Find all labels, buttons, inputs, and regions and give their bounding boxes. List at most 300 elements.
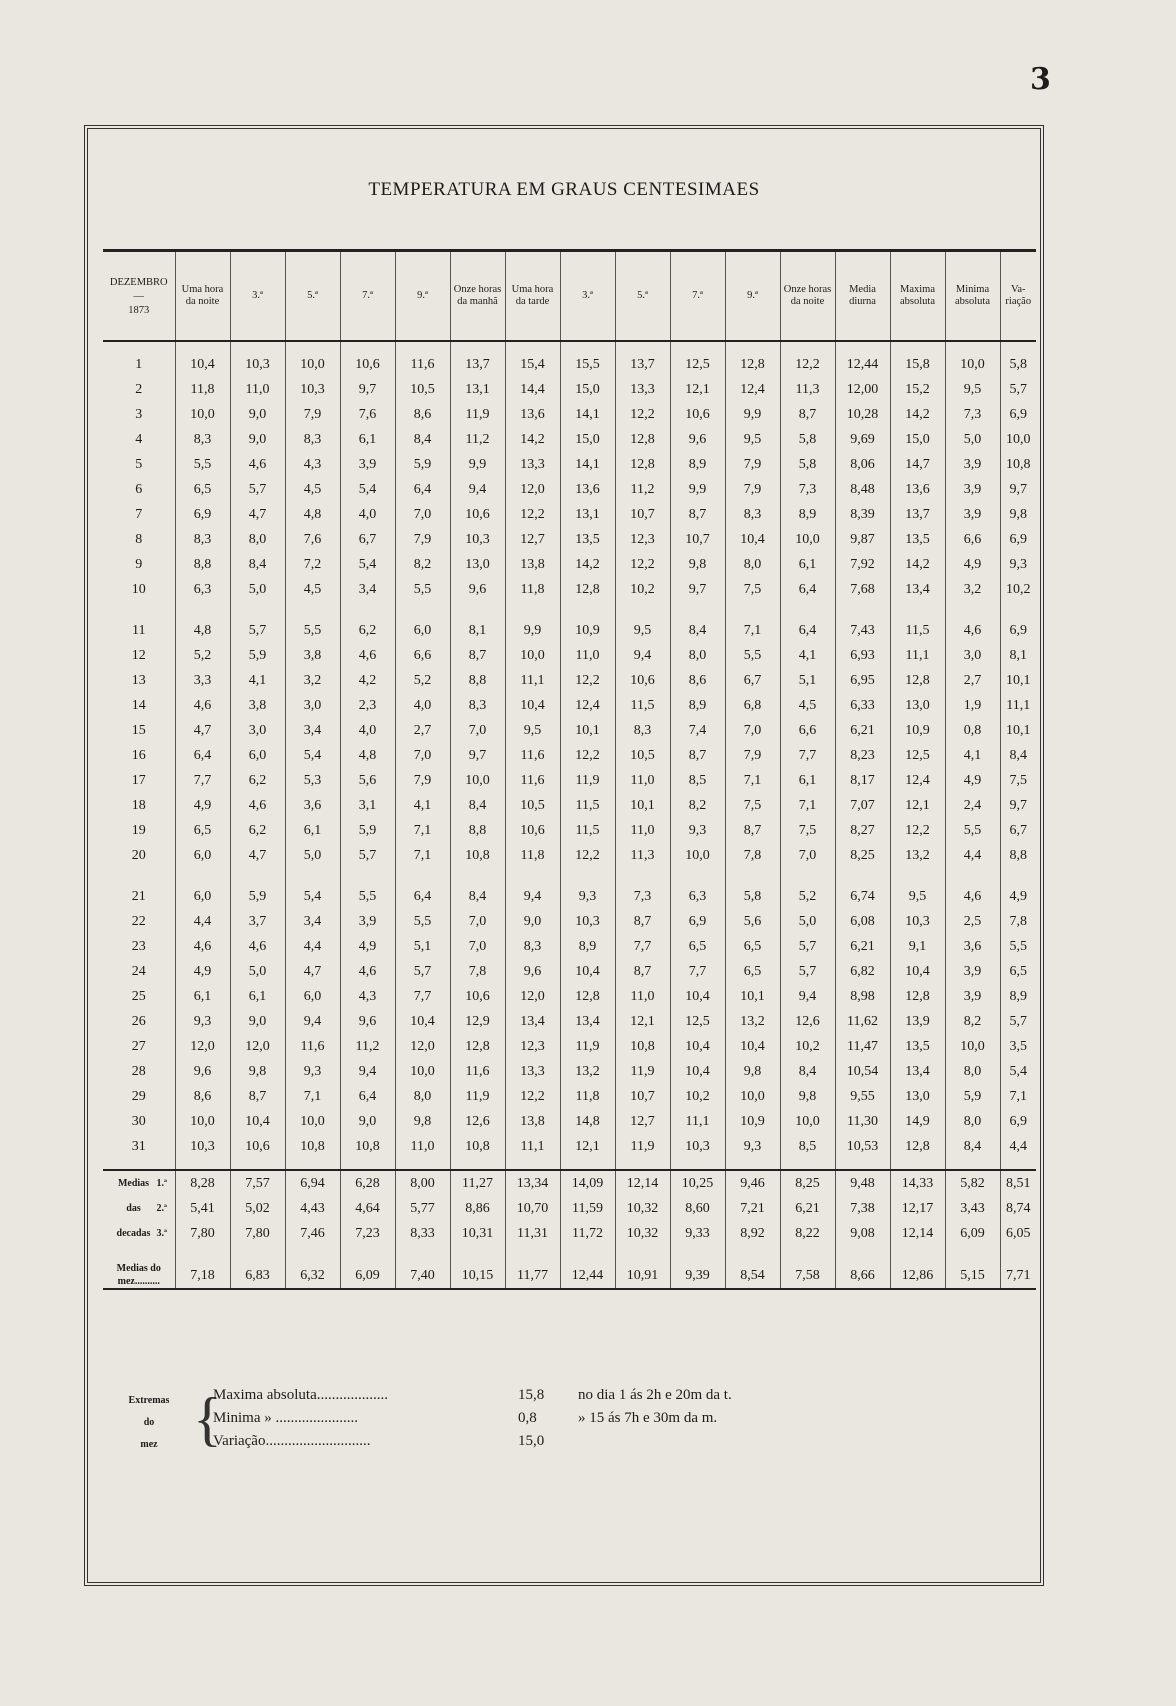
spacer-cell bbox=[505, 1246, 560, 1262]
row-label: 18 bbox=[131, 798, 146, 813]
table-cell: 8,8 bbox=[1000, 843, 1036, 868]
table-cell: 11,9 bbox=[450, 402, 505, 427]
table-cell: 8,0 bbox=[725, 552, 780, 577]
table-cell: 10,4 bbox=[175, 352, 230, 377]
table-cell: 4,4 bbox=[175, 909, 230, 934]
spacer-cell bbox=[835, 868, 890, 884]
table-cell: 8,3 bbox=[725, 502, 780, 527]
table-cell: 4,7 bbox=[230, 843, 285, 868]
table-cell: 6,4 bbox=[780, 618, 835, 643]
table-cell: 7,1 bbox=[780, 793, 835, 818]
row-label: 19 bbox=[131, 823, 146, 838]
table-cell: 9,55 bbox=[835, 1084, 890, 1109]
table-cell: 5,7 bbox=[780, 959, 835, 984]
table-cell: 4,9 bbox=[945, 768, 1000, 793]
spacer-cell bbox=[725, 1159, 780, 1170]
table-cell: 6,1 bbox=[780, 552, 835, 577]
table-cell: 8,9 bbox=[780, 502, 835, 527]
spacer-row bbox=[103, 868, 1036, 884]
table-cell: 6,4 bbox=[395, 477, 450, 502]
table-cell: 8,5 bbox=[780, 1134, 835, 1159]
table-cell: 6,9 bbox=[670, 909, 725, 934]
table-cell: 5,41 bbox=[175, 1196, 230, 1221]
table-cell: 12,8 bbox=[560, 577, 615, 602]
table-cell: 4,3 bbox=[340, 984, 395, 1009]
table-cell: 15,0 bbox=[560, 427, 615, 452]
spacer-cell bbox=[1000, 1246, 1036, 1262]
table-cell: 12,14 bbox=[615, 1170, 670, 1196]
spacer-cell bbox=[340, 341, 395, 352]
table-cell: 10,1 bbox=[1000, 718, 1036, 743]
table-cell: 9,0 bbox=[230, 402, 285, 427]
row-label: 12 bbox=[131, 648, 146, 663]
table-cell: 11,0 bbox=[615, 768, 670, 793]
header-month: DEZEMBRO bbox=[109, 277, 168, 288]
table-row bbox=[103, 643, 1036, 668]
table-cell: 8,33 bbox=[395, 1221, 450, 1246]
table-cell: 10,3 bbox=[560, 909, 615, 934]
row-label: 11 bbox=[132, 623, 146, 638]
table-row bbox=[103, 959, 1036, 984]
table-cell: 3,4 bbox=[285, 718, 340, 743]
spacer-cell bbox=[230, 602, 285, 618]
table-cell: 5,4 bbox=[340, 552, 395, 577]
table-cell: 7,0 bbox=[395, 502, 450, 527]
month-mean-caption: mez.......... bbox=[117, 1276, 160, 1287]
spacer-cell bbox=[450, 1159, 505, 1170]
table-cell: 5,5 bbox=[725, 643, 780, 668]
table-cell: 11,0 bbox=[560, 643, 615, 668]
table-cell: 8,98 bbox=[835, 984, 890, 1009]
extremes-row bbox=[213, 1384, 913, 1407]
table-cell: 6,7 bbox=[340, 527, 395, 552]
table-cell: 6,0 bbox=[175, 843, 230, 868]
table-cell: 5,9 bbox=[945, 1084, 1000, 1109]
table-cell: 7,9 bbox=[725, 743, 780, 768]
table-cell: 1,9 bbox=[945, 693, 1000, 718]
table-cell: 11,1 bbox=[1000, 693, 1036, 718]
table-cell: 5,0 bbox=[230, 577, 285, 602]
table-cell: 7,8 bbox=[725, 843, 780, 868]
spacer-cell bbox=[103, 1159, 175, 1170]
table-cell: 6,5 bbox=[725, 934, 780, 959]
table-cell: 6,09 bbox=[945, 1221, 1000, 1246]
table-cell: 3,4 bbox=[285, 909, 340, 934]
table-cell: 11,1 bbox=[505, 1134, 560, 1159]
spacer-cell bbox=[1000, 868, 1036, 884]
table-cell: 12,14 bbox=[890, 1221, 945, 1246]
table-cell: 6,09 bbox=[340, 1262, 395, 1289]
spacer-cell bbox=[175, 1159, 230, 1170]
table-row bbox=[103, 1059, 1036, 1084]
table-cell: 8,4 bbox=[780, 1059, 835, 1084]
table-cell: 3,9 bbox=[340, 452, 395, 477]
table-cell: 10,3 bbox=[285, 377, 340, 402]
table-cell: 7,2 bbox=[285, 552, 340, 577]
table-header bbox=[103, 251, 1036, 342]
header-dash: — bbox=[133, 291, 144, 302]
row-label: 23 bbox=[131, 939, 146, 954]
table-cell: 10,9 bbox=[890, 718, 945, 743]
table-cell: 8,9 bbox=[1000, 984, 1036, 1009]
table-cell: 5,0 bbox=[230, 959, 285, 984]
table-cell: 10,15 bbox=[450, 1262, 505, 1289]
row-label: 22 bbox=[131, 914, 146, 929]
table-cell: 4,6 bbox=[175, 693, 230, 718]
extremes-caption: do bbox=[143, 1417, 155, 1428]
table-cell: 6,32 bbox=[285, 1262, 340, 1289]
table-row bbox=[103, 1034, 1036, 1059]
table-cell: 4,7 bbox=[230, 502, 285, 527]
table-cell: 12,7 bbox=[615, 1109, 670, 1134]
table-cell: 9,6 bbox=[670, 427, 725, 452]
table-cell: 8,4 bbox=[670, 618, 725, 643]
table-cell: 3,9 bbox=[945, 959, 1000, 984]
spacer-cell bbox=[615, 1246, 670, 1262]
table-cell: 13,1 bbox=[450, 377, 505, 402]
table-cell: 7,38 bbox=[835, 1196, 890, 1221]
table-cell: 9,4 bbox=[340, 1059, 395, 1084]
table-cell: 10,5 bbox=[395, 377, 450, 402]
table-cell: 6,0 bbox=[285, 984, 340, 1009]
column-header: Uma hora da noite bbox=[175, 251, 230, 342]
spacer-cell bbox=[615, 1159, 670, 1170]
decade-mean-label bbox=[103, 1170, 175, 1196]
column-header: Media diurna bbox=[835, 251, 890, 342]
table-row bbox=[103, 984, 1036, 1009]
table-cell: 8,1 bbox=[450, 618, 505, 643]
table-cell: 10,2 bbox=[615, 577, 670, 602]
temperature-table bbox=[103, 249, 1036, 1290]
table-cell: 10,6 bbox=[450, 502, 505, 527]
spacer-cell bbox=[615, 602, 670, 618]
table-cell: 13,3 bbox=[505, 452, 560, 477]
table-cell: 4,1 bbox=[945, 743, 1000, 768]
table-cell: 8,8 bbox=[450, 818, 505, 843]
table-cell: 5,9 bbox=[230, 884, 285, 909]
spacer-cell bbox=[725, 868, 780, 884]
table-cell: 4,1 bbox=[780, 643, 835, 668]
table-cell: 10,4 bbox=[670, 984, 725, 1009]
table-cell: 8,66 bbox=[835, 1262, 890, 1289]
table-cell: 6,4 bbox=[175, 743, 230, 768]
table-cell: 11,62 bbox=[835, 1009, 890, 1034]
table-cell: 7,8 bbox=[1000, 909, 1036, 934]
table-cell: 12,8 bbox=[890, 1134, 945, 1159]
table-cell: 3,0 bbox=[230, 718, 285, 743]
table-cell: 11,27 bbox=[450, 1170, 505, 1196]
table-cell: 7,58 bbox=[780, 1262, 835, 1289]
row-label: 5 bbox=[135, 457, 143, 472]
table-row bbox=[103, 427, 1036, 452]
table-cell: 6,1 bbox=[175, 984, 230, 1009]
table-cell: 6,7 bbox=[1000, 818, 1036, 843]
table-cell: 14,7 bbox=[890, 452, 945, 477]
table-cell: 7,7 bbox=[780, 743, 835, 768]
table-cell: 9,1 bbox=[890, 934, 945, 959]
row-label: 6 bbox=[135, 482, 143, 497]
table-cell: 10,4 bbox=[230, 1109, 285, 1134]
table-cell: 11,72 bbox=[560, 1221, 615, 1246]
table-cell: 4,43 bbox=[285, 1196, 340, 1221]
table-cell: 14,33 bbox=[890, 1170, 945, 1196]
table-cell: 8,7 bbox=[450, 643, 505, 668]
table-cell: 11,9 bbox=[560, 1034, 615, 1059]
column-header: 5.ª bbox=[615, 251, 670, 342]
row-label: 31 bbox=[131, 1139, 146, 1154]
spacer-cell bbox=[890, 868, 945, 884]
table-cell: 6,5 bbox=[175, 477, 230, 502]
table-cell: 2,7 bbox=[395, 718, 450, 743]
table-cell: 8,23 bbox=[835, 743, 890, 768]
table-cell: 10,4 bbox=[725, 1034, 780, 1059]
row-label: 7 bbox=[135, 507, 143, 522]
table-cell: 8,25 bbox=[835, 843, 890, 868]
table-cell: 10,8 bbox=[1000, 452, 1036, 477]
column-header: 3.ª bbox=[560, 251, 615, 342]
spacer-cell bbox=[780, 341, 835, 352]
table-cell: 6,95 bbox=[835, 668, 890, 693]
spacer-row bbox=[103, 1159, 1036, 1170]
table-cell: 15,4 bbox=[505, 352, 560, 377]
spacer-cell bbox=[340, 602, 395, 618]
table-cell: 5,7 bbox=[230, 618, 285, 643]
table-cell: 13,6 bbox=[505, 402, 560, 427]
table-cell: 12,7 bbox=[505, 527, 560, 552]
spacer-cell bbox=[670, 341, 725, 352]
spacer-cell bbox=[560, 868, 615, 884]
spacer-row bbox=[103, 602, 1036, 618]
table-cell: 7,0 bbox=[725, 718, 780, 743]
table-cell: 13,2 bbox=[725, 1009, 780, 1034]
table-cell: 10,8 bbox=[615, 1034, 670, 1059]
table-cell: 12,2 bbox=[780, 352, 835, 377]
table-cell: 5,8 bbox=[780, 452, 835, 477]
table-cell: 12,4 bbox=[890, 768, 945, 793]
table-cell: 3,4 bbox=[340, 577, 395, 602]
table-cell: 10,7 bbox=[615, 1084, 670, 1109]
decade-mean-caption: das bbox=[126, 1203, 141, 1214]
table-cell: 10,3 bbox=[175, 1134, 230, 1159]
table-cell: 7,71 bbox=[1000, 1262, 1036, 1289]
table-cell: 4,8 bbox=[285, 502, 340, 527]
table-cell: 13,2 bbox=[560, 1059, 615, 1084]
spacer-cell bbox=[890, 602, 945, 618]
table-row bbox=[103, 668, 1036, 693]
table-cell: 8,0 bbox=[395, 1084, 450, 1109]
table-cell: 15,5 bbox=[560, 352, 615, 377]
table-cell: 9,9 bbox=[505, 618, 560, 643]
table-cell: 10,53 bbox=[835, 1134, 890, 1159]
table-cell: 13,7 bbox=[450, 352, 505, 377]
table-cell: 5,0 bbox=[285, 843, 340, 868]
table-cell: 11,47 bbox=[835, 1034, 890, 1059]
table-cell: 4,6 bbox=[230, 793, 285, 818]
table-cell: 8,8 bbox=[175, 552, 230, 577]
table-cell: 3,9 bbox=[945, 452, 1000, 477]
table-cell: 7,18 bbox=[175, 1262, 230, 1289]
table-cell: 11,59 bbox=[560, 1196, 615, 1221]
table-cell: 8,86 bbox=[450, 1196, 505, 1221]
table-cell: 10,3 bbox=[670, 1134, 725, 1159]
table-cell: 3,8 bbox=[230, 693, 285, 718]
table-cell: 12,6 bbox=[450, 1109, 505, 1134]
table-cell: 4,4 bbox=[945, 843, 1000, 868]
table-cell: 3,9 bbox=[340, 909, 395, 934]
table-cell: 5,6 bbox=[340, 768, 395, 793]
table-cell: 6,93 bbox=[835, 643, 890, 668]
row-label: 27 bbox=[131, 1039, 146, 1054]
table-cell: 4,0 bbox=[340, 718, 395, 743]
table-cell: 6,4 bbox=[780, 577, 835, 602]
table-cell: 5,7 bbox=[230, 477, 285, 502]
table-cell: 9,3 bbox=[560, 884, 615, 909]
table-cell: 9,6 bbox=[505, 959, 560, 984]
decade-mean-row bbox=[103, 1196, 1036, 1221]
table-cell: 11,6 bbox=[505, 768, 560, 793]
table-cell: 9,0 bbox=[230, 427, 285, 452]
row-label: 20 bbox=[131, 848, 146, 863]
table-cell: 7,1 bbox=[1000, 1084, 1036, 1109]
table-cell: 13,2 bbox=[890, 843, 945, 868]
table-cell: 9,46 bbox=[725, 1170, 780, 1196]
table-cell: 2,4 bbox=[945, 793, 1000, 818]
table-cell: 7,9 bbox=[725, 452, 780, 477]
table-cell: 4,6 bbox=[230, 452, 285, 477]
table-cell: 9,6 bbox=[340, 1009, 395, 1034]
table-row bbox=[103, 818, 1036, 843]
table-cell: 6,3 bbox=[175, 577, 230, 602]
table-row bbox=[103, 477, 1036, 502]
table-cell: 5,5 bbox=[285, 618, 340, 643]
table-cell: 8,9 bbox=[560, 934, 615, 959]
column-header: Onze horas da manhã bbox=[450, 251, 505, 342]
spacer-row bbox=[103, 341, 1036, 352]
table-cell: 11,3 bbox=[780, 377, 835, 402]
table-cell: 5,77 bbox=[395, 1196, 450, 1221]
table-cell: 6,21 bbox=[780, 1196, 835, 1221]
table-cell: 4,6 bbox=[230, 934, 285, 959]
table-cell: 10,54 bbox=[835, 1059, 890, 1084]
spacer-cell bbox=[1000, 341, 1036, 352]
spacer-cell bbox=[615, 341, 670, 352]
table-cell: 6,1 bbox=[230, 984, 285, 1009]
table-cell: 10,91 bbox=[615, 1262, 670, 1289]
table-cell: 14,09 bbox=[560, 1170, 615, 1196]
table-cell: 7,1 bbox=[285, 1084, 340, 1109]
table-cell: 6,0 bbox=[175, 884, 230, 909]
spacer-cell bbox=[835, 341, 890, 352]
column-header: 7.ª bbox=[340, 251, 395, 342]
table-cell: 8,9 bbox=[670, 452, 725, 477]
table-cell: 6,0 bbox=[230, 743, 285, 768]
table-cell: 8,92 bbox=[725, 1221, 780, 1246]
column-header: Uma hora da tarde bbox=[505, 251, 560, 342]
extremes-detail: » 15 ás 7h e 30m da m. bbox=[578, 1410, 718, 1426]
table-cell: 10,6 bbox=[230, 1134, 285, 1159]
table-cell: 8,3 bbox=[615, 718, 670, 743]
spacer-cell bbox=[285, 1246, 340, 1262]
table-cell: 5,0 bbox=[780, 909, 835, 934]
table-cell: 7,07 bbox=[835, 793, 890, 818]
spacer-cell bbox=[780, 868, 835, 884]
spacer-cell bbox=[505, 868, 560, 884]
table-cell: 4,0 bbox=[340, 502, 395, 527]
table-cell: 10,0 bbox=[780, 1109, 835, 1134]
column-header: Va-riação bbox=[1000, 251, 1036, 342]
table-cell: 12,8 bbox=[615, 452, 670, 477]
row-label: 17 bbox=[131, 773, 146, 788]
table-cell: 7,9 bbox=[285, 402, 340, 427]
table-cell: 4,9 bbox=[1000, 884, 1036, 909]
table-cell: 8,1 bbox=[1000, 643, 1036, 668]
table-cell: 4,6 bbox=[175, 934, 230, 959]
table-cell: 3,9 bbox=[945, 502, 1000, 527]
decade-mean-caption: decadas bbox=[116, 1228, 151, 1239]
row-label: 3 bbox=[135, 407, 143, 422]
table-cell: 4,1 bbox=[230, 668, 285, 693]
table-cell: 4,8 bbox=[340, 743, 395, 768]
extremes-caption: mez bbox=[140, 1439, 158, 1450]
spacer-cell bbox=[725, 1246, 780, 1262]
table-cell: 7,1 bbox=[725, 768, 780, 793]
table-cell: 15,2 bbox=[890, 377, 945, 402]
table-cell: 7,1 bbox=[395, 818, 450, 843]
table-row bbox=[103, 502, 1036, 527]
table-cell: 7,5 bbox=[1000, 768, 1036, 793]
table-cell: 10,0 bbox=[780, 527, 835, 552]
table-cell: 11,6 bbox=[505, 743, 560, 768]
table-cell: 9,7 bbox=[670, 577, 725, 602]
table-cell: 3,7 bbox=[230, 909, 285, 934]
row-label: 8 bbox=[135, 532, 143, 547]
table-cell: 10,0 bbox=[945, 1034, 1000, 1059]
table-cell: 10,0 bbox=[285, 352, 340, 377]
table-cell: 9,5 bbox=[890, 884, 945, 909]
table-cell: 5,2 bbox=[780, 884, 835, 909]
table-cell: 5,4 bbox=[340, 477, 395, 502]
extremes-detail: no dia 1 ás 2h e 20m da t. bbox=[578, 1387, 732, 1403]
table-cell: 6,5 bbox=[175, 818, 230, 843]
table-cell: 9,3 bbox=[725, 1134, 780, 1159]
table-cell: 6,2 bbox=[230, 818, 285, 843]
table-row bbox=[103, 718, 1036, 743]
table-cell: 5,4 bbox=[285, 884, 340, 909]
table-cell: 5,4 bbox=[285, 743, 340, 768]
table-cell: 10,32 bbox=[615, 1196, 670, 1221]
table-cell: 7,80 bbox=[230, 1221, 285, 1246]
table-cell: 4,9 bbox=[945, 552, 1000, 577]
table-cell: 12,17 bbox=[890, 1196, 945, 1221]
table-cell: 4,6 bbox=[945, 884, 1000, 909]
table-cell: 7,4 bbox=[670, 718, 725, 743]
table-cell: 9,8 bbox=[725, 1059, 780, 1084]
table-cell: 10,4 bbox=[725, 527, 780, 552]
column-header: 3.ª bbox=[230, 251, 285, 342]
table-cell: 10,0 bbox=[1000, 427, 1036, 452]
table-cell: 8,4 bbox=[945, 1134, 1000, 1159]
table-cell: 9,8 bbox=[670, 552, 725, 577]
extremes-label: Minima » ...................... bbox=[213, 1410, 358, 1426]
table-cell: 9,9 bbox=[725, 402, 780, 427]
table-cell: 9,3 bbox=[1000, 552, 1036, 577]
table-cell: 5,8 bbox=[725, 884, 780, 909]
table-cell: 12,8 bbox=[615, 427, 670, 452]
table-cell: 12,0 bbox=[395, 1034, 450, 1059]
table-cell: 7,7 bbox=[670, 959, 725, 984]
table-cell: 8,0 bbox=[230, 527, 285, 552]
table-cell: 14,2 bbox=[890, 402, 945, 427]
